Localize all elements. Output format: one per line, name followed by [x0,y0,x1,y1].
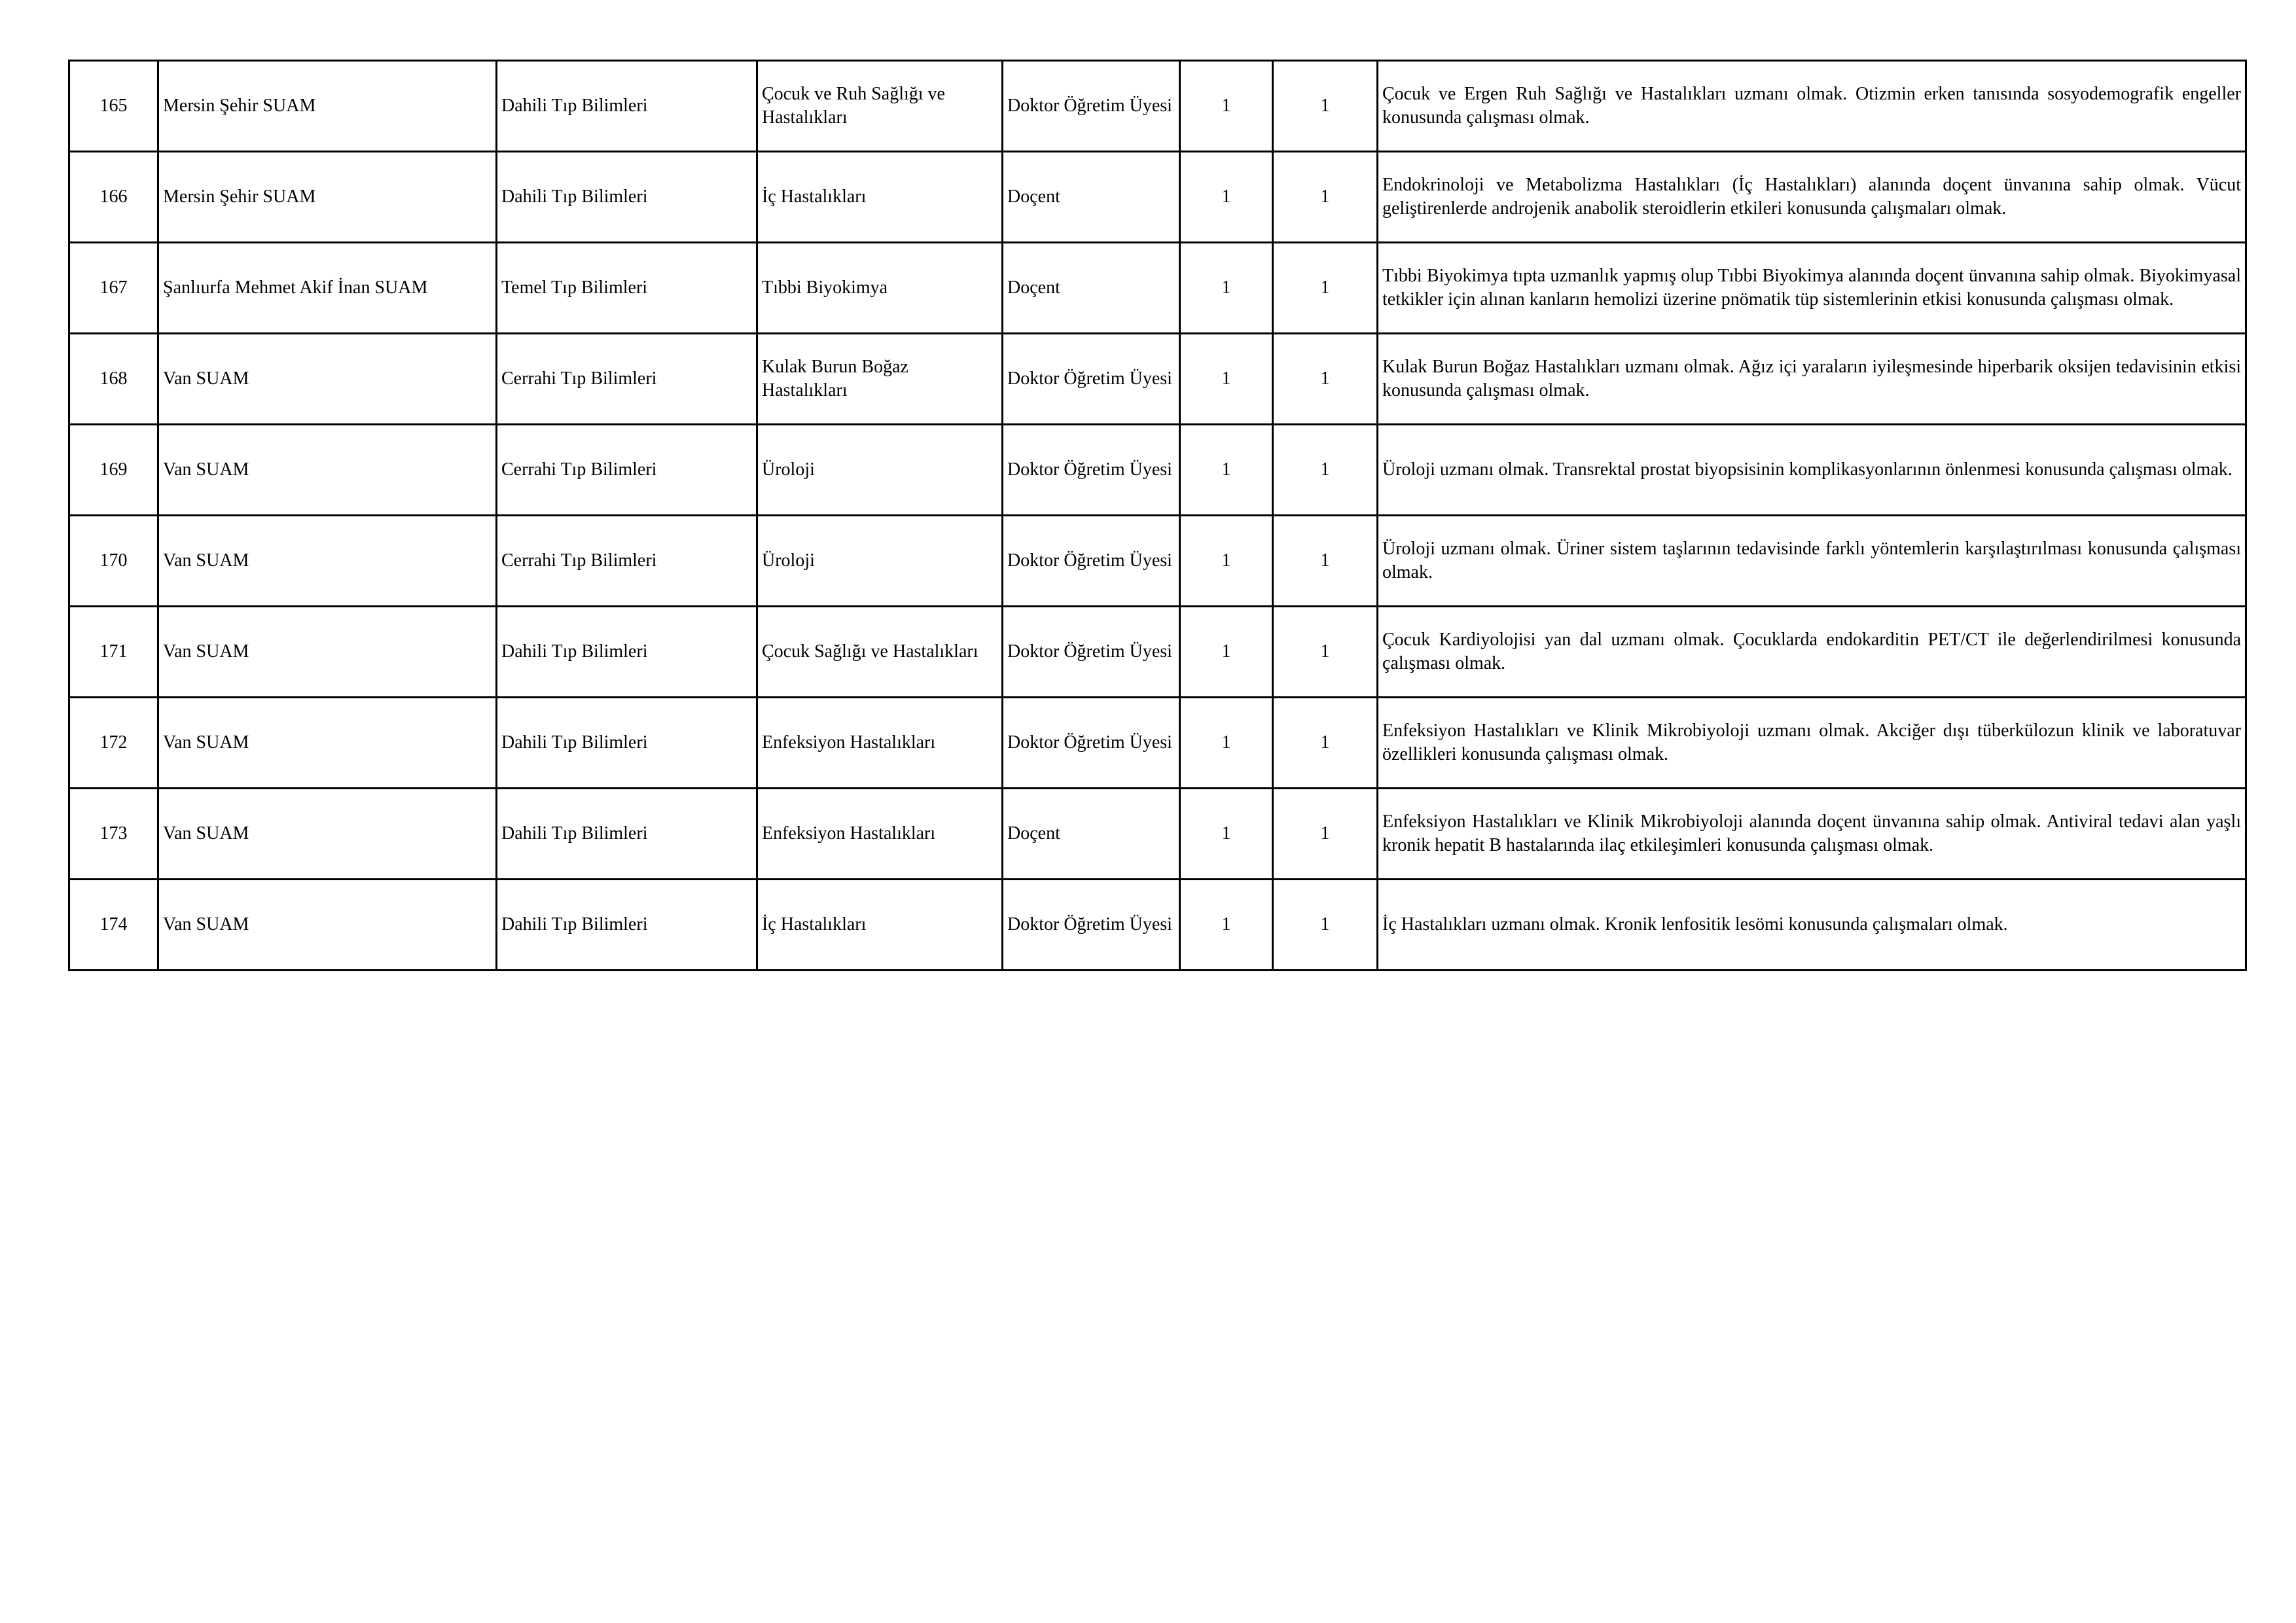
requirement-cell: Tıbbi Biyokimya tıpta uzmanlık yapmış olup Tıbbi Biyokimya alanında doçent ünvanına sahip olmak. Biyokimyasal tetkikler için alınan kanların hemolizi üzerine pnömatik tüp sistemlerinin etkisi konusunda çalışması olmak. [1378,243,2246,334]
requirement-cell: Çocuk ve Ergen Ruh Sağlığı ve Hastalıkları uzmanı olmak. Otizmin erken tanısında sosyodemografik engeller konusunda çalışması olmak. [1378,61,2246,152]
field-cell: Dahili Tıp Bilimleri [497,607,757,698]
count-cell: 1 [1180,334,1273,425]
count-cell: 1 [1273,61,1378,152]
title-cell: Doktor Öğretim Üyesi [1003,425,1180,516]
department-cell: Tıbbi Biyokimya [757,243,1003,334]
unit-cell: Van SUAM [158,880,497,971]
title-cell: Doçent [1003,243,1180,334]
requirement-cell: Üroloji uzmanı olmak. Transrektal prostat biyopsisinin komplikasyonlarının önlenmesi konusunda çalışması olmak. [1378,425,2246,516]
department-cell: İç Hastalıkları [757,880,1003,971]
count-cell: 1 [1273,334,1378,425]
row-number-cell: 168 [69,334,158,425]
table-row [69,61,2246,152]
unit-cell: Mersin Şehir SUAM [158,61,497,152]
field-cell: Dahili Tıp Bilimleri [497,698,757,789]
department-cell: Kulak Burun Boğaz Hastalıkları [757,334,1003,425]
count-cell: 1 [1273,789,1378,880]
title-cell: Doktor Öğretim Üyesi [1003,880,1180,971]
table-row [69,698,2246,789]
title-cell: Doktor Öğretim Üyesi [1003,334,1180,425]
requirement-cell: Enfeksiyon Hastalıkları ve Klinik Mikrobiyoloji alanında doçent ünvanına sahip olmak. Antiviral tedavi alan yaşlı kronik hepatit B hastalarında ilaç etkileşimleri konusunda çalışması olmak. [1378,789,2246,880]
field-cell: Cerrahi Tıp Bilimleri [497,425,757,516]
row-number-cell: 166 [69,152,158,243]
unit-cell: Şanlıurfa Mehmet Akif İnan SUAM [158,243,497,334]
count-cell: 1 [1180,243,1273,334]
count-cell: 1 [1273,152,1378,243]
field-cell: Dahili Tıp Bilimleri [497,61,757,152]
requirement-cell: İç Hastalıkları uzmanı olmak. Kronik lenfositik lesömi konusunda çalışmaları olmak. [1378,880,2246,971]
count-cell: 1 [1273,516,1378,607]
requirement-cell: Kulak Burun Boğaz Hastalıkları uzmanı olmak. Ağız içi yaraların iyileşmesinde hiperbarik oksijen tedavisinin etkisi konusunda çalışması olmak. [1378,334,2246,425]
requirement-cell: Üroloji uzmanı olmak. Üriner sistem taşlarının tedavisinde farklı yöntemlerin karşılaştırılması konusunda çalışması olmak. [1378,516,2246,607]
department-cell: Enfeksiyon Hastalıkları [757,698,1003,789]
title-cell: Doktor Öğretim Üyesi [1003,516,1180,607]
unit-cell: Van SUAM [158,789,497,880]
row-number-cell: 169 [69,425,158,516]
count-cell: 1 [1180,698,1273,789]
title-cell: Doktor Öğretim Üyesi [1003,607,1180,698]
field-cell: Dahili Tıp Bilimleri [497,789,757,880]
table-row [69,607,2246,698]
table-body [69,61,2246,971]
count-cell: 1 [1273,243,1378,334]
row-number-cell: 174 [69,880,158,971]
table-row [69,516,2246,607]
table-row [69,789,2246,880]
requirement-cell: Enfeksiyon Hastalıkları ve Klinik Mikrobiyoloji uzmanı olmak. Akciğer dışı tüberkülozun klinik ve laboratuvar özellikleri konusunda çalışması olmak. [1378,698,2246,789]
field-cell: Cerrahi Tıp Bilimleri [497,516,757,607]
count-cell: 1 [1273,607,1378,698]
table-row [69,425,2246,516]
row-number-cell: 165 [69,61,158,152]
table-row [69,152,2246,243]
field-cell: Temel Tıp Bilimleri [497,243,757,334]
unit-cell: Van SUAM [158,607,497,698]
department-cell: Enfeksiyon Hastalıkları [757,789,1003,880]
count-cell: 1 [1180,152,1273,243]
table-row [69,880,2246,971]
document-page [68,60,2245,971]
field-cell: Dahili Tıp Bilimleri [497,880,757,971]
unit-cell: Van SUAM [158,334,497,425]
unit-cell: Van SUAM [158,425,497,516]
title-cell: Doktor Öğretim Üyesi [1003,698,1180,789]
requirement-cell: Endokrinoloji ve Metabolizma Hastalıkları (İç Hastalıkları) alanında doçent ünvanına sahip olmak. Vücut geliştirenlerde androjenik anabolik steroidlerin etkileri konusunda çalışmaları olmak. [1378,152,2246,243]
row-number-cell: 172 [69,698,158,789]
unit-cell: Van SUAM [158,698,497,789]
department-cell: Çocuk Sağlığı ve Hastalıkları [757,607,1003,698]
department-cell: İç Hastalıkları [757,152,1003,243]
department-cell: Çocuk ve Ruh Sağlığı ve Hastalıkları [757,61,1003,152]
position-listing-table [68,60,2247,971]
title-cell: Doçent [1003,152,1180,243]
field-cell: Dahili Tıp Bilimleri [497,152,757,243]
count-cell: 1 [1180,789,1273,880]
unit-cell: Mersin Şehir SUAM [158,152,497,243]
count-cell: 1 [1273,880,1378,971]
count-cell: 1 [1273,425,1378,516]
department-cell: Üroloji [757,516,1003,607]
count-cell: 1 [1180,880,1273,971]
table-row [69,243,2246,334]
row-number-cell: 170 [69,516,158,607]
field-cell: Cerrahi Tıp Bilimleri [497,334,757,425]
count-cell: 1 [1273,698,1378,789]
count-cell: 1 [1180,516,1273,607]
department-cell: Üroloji [757,425,1003,516]
unit-cell: Van SUAM [158,516,497,607]
requirement-cell: Çocuk Kardiyolojisi yan dal uzmanı olmak. Çocuklarda endokarditin PET/CT ile değerlendirilmesi konusunda çalışması olmak. [1378,607,2246,698]
row-number-cell: 167 [69,243,158,334]
count-cell: 1 [1180,61,1273,152]
row-number-cell: 171 [69,607,158,698]
count-cell: 1 [1180,425,1273,516]
title-cell: Doçent [1003,789,1180,880]
table-row [69,334,2246,425]
count-cell: 1 [1180,607,1273,698]
title-cell: Doktor Öğretim Üyesi [1003,61,1180,152]
row-number-cell: 173 [69,789,158,880]
